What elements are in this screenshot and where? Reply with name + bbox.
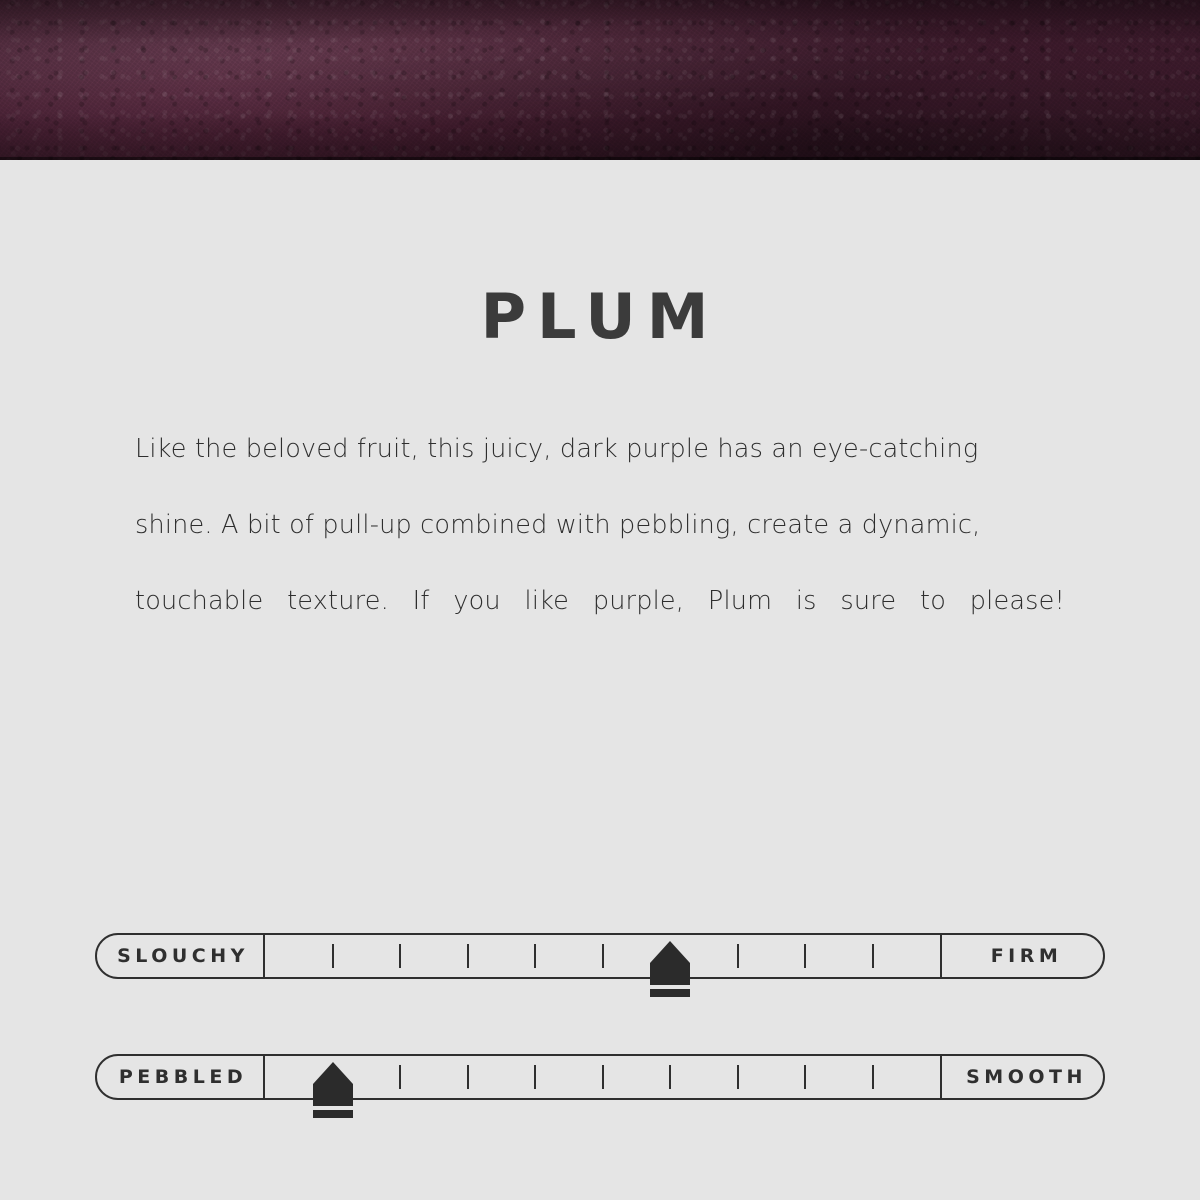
scale-tick [737, 1065, 739, 1089]
scale-tick [737, 944, 739, 968]
marker-foot-icon [313, 1110, 353, 1118]
description-word: purple, [592, 586, 685, 616]
description-word: to [920, 586, 947, 616]
description-word: like [524, 586, 570, 616]
scale-tick [332, 944, 334, 968]
page-title: PLUM [480, 280, 720, 353]
leather-swatch-banner [0, 0, 1200, 160]
scale-tick [467, 944, 469, 968]
description-line-3 [135, 563, 1065, 639]
scale-tick [602, 1065, 604, 1089]
swatch-bottom-edge [0, 157, 1200, 160]
description-word: you [453, 586, 501, 616]
structure-scale-left-label: SLOUCHY [95, 933, 265, 979]
marker-foot-icon [650, 989, 690, 997]
marker-head-icon [650, 941, 690, 963]
description-line-2: shine. A bit of pull-up combined with pebbling, create a dynamic, [135, 510, 981, 540]
texture-scale-marker[interactable] [313, 1062, 353, 1118]
texture-scale-right-label: SMOOTH [940, 1054, 1105, 1100]
scale-tick [534, 1065, 536, 1089]
marker-body-icon [650, 963, 690, 985]
texture-scale[interactable] [95, 1054, 1105, 1100]
scale-tick [399, 1065, 401, 1089]
scale-tick [669, 1065, 671, 1089]
product-description [135, 411, 1065, 639]
structure-scale-ticks [265, 933, 940, 979]
scale-tick [804, 1065, 806, 1089]
attribute-scales [0, 933, 1200, 1100]
description-word: If [412, 586, 430, 616]
texture-scale-left-label: PEBBLED [95, 1054, 265, 1100]
scale-tick [872, 1065, 874, 1089]
scale-tick [804, 944, 806, 968]
description-word: please! [969, 586, 1065, 616]
marker-body-icon [313, 1084, 353, 1106]
texture-scale-ticks [265, 1054, 940, 1100]
description-line-1: Like the beloved fruit, this juicy, dark purple has an eye-catching [135, 434, 979, 464]
scale-tick [534, 944, 536, 968]
description-word: is [795, 586, 817, 616]
swatch-vignette [0, 0, 1200, 160]
description-word: texture. [287, 586, 389, 616]
scale-tick [872, 944, 874, 968]
description-word: Plum [707, 586, 773, 616]
scale-tick [399, 944, 401, 968]
structure-scale-right-label: FIRM [940, 933, 1105, 979]
description-word: sure [840, 586, 897, 616]
marker-head-icon [313, 1062, 353, 1084]
structure-scale[interactable] [95, 933, 1105, 979]
scale-tick [467, 1065, 469, 1089]
scale-tick [602, 944, 604, 968]
structure-scale-marker[interactable] [650, 941, 690, 997]
description-word: touchable [135, 586, 264, 616]
